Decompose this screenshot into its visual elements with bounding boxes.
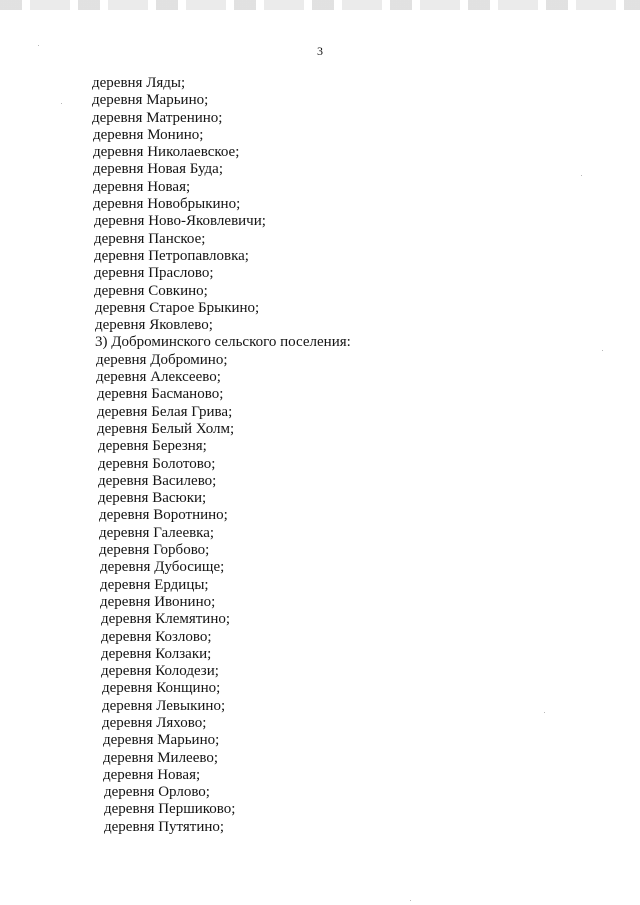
list-item: деревня Ивонино;: [100, 593, 216, 610]
list-item: деревня Милеево;: [103, 749, 219, 766]
list-item: деревня Першиково;: [104, 801, 236, 818]
list-item: деревня Козлово;: [101, 628, 212, 645]
list-item: деревня Болотово;: [98, 455, 216, 472]
list-item: деревня Алексеево;: [96, 369, 221, 386]
list-item: деревня Воротнино;: [99, 507, 228, 524]
list-item: деревня Васюки;: [98, 490, 207, 507]
list-item: деревня Новобрыкино;: [93, 196, 241, 213]
list-item: деревня Басманово;: [97, 386, 224, 403]
list-item: деревня Праслово;: [94, 265, 214, 282]
scan-speck: [61, 103, 62, 104]
list-item: деревня Ново-Яковлевичи;: [94, 213, 266, 230]
village-list: [92, 75, 552, 836]
list-item: деревня Добромино;: [96, 351, 228, 368]
list-item: деревня Новая;: [103, 766, 201, 783]
list-item: деревня Клемятино;: [101, 611, 231, 628]
list-item: деревня Новая Буда;: [93, 161, 223, 178]
list-item: деревня Матренино;: [92, 109, 223, 126]
list-item: деревня Петропавловка;: [94, 247, 249, 264]
list-item: деревня Ердицы;: [100, 576, 209, 593]
list-item: деревня Колодези;: [101, 663, 219, 680]
page-number: 3: [317, 44, 323, 58]
list-item: деревня Василево;: [98, 472, 217, 489]
list-item: деревня Монино;: [93, 126, 204, 143]
list-item: деревня Конщино;: [102, 680, 221, 697]
list-item: деревня Совкино;: [94, 282, 208, 299]
list-item: деревня Белый Холм;: [97, 420, 235, 437]
list-item: деревня Дубосище;: [100, 559, 225, 576]
list-item: деревня Старое Брыкино;: [95, 299, 260, 316]
list-item: деревня Орлово;: [104, 784, 210, 801]
list-item: деревня Путятино;: [104, 818, 225, 835]
list-item: деревня Новая;: [93, 178, 191, 195]
list-item: деревня Яковлево;: [95, 317, 213, 334]
list-item: деревня Марьино;: [103, 732, 220, 749]
scan-edge-artifact: [0, 0, 640, 10]
list-item: деревня Панское;: [94, 230, 206, 247]
list-item: деревня Николаевское;: [93, 144, 240, 161]
list-item: деревня Колзаки;: [101, 645, 212, 662]
scan-speck: [544, 712, 545, 713]
list-item: деревня Горбово;: [99, 542, 210, 559]
list-item: деревня Ляхово;: [102, 714, 207, 731]
list-item: деревня Галеевка;: [99, 524, 215, 541]
scan-speck: [38, 45, 39, 46]
list-item: деревня Марьино;: [92, 92, 209, 109]
list-item: деревня Белая Грива;: [97, 403, 233, 420]
scan-speck: [410, 900, 411, 901]
scan-speck: [581, 175, 582, 176]
section-heading: 3) Доброминского сельского поселения:: [95, 334, 351, 351]
list-item: деревня Левыкино;: [102, 697, 226, 714]
list-item: деревня Березня;: [98, 438, 207, 455]
list-item: деревня Ляды;: [92, 75, 186, 91]
scan-speck: [602, 350, 603, 351]
